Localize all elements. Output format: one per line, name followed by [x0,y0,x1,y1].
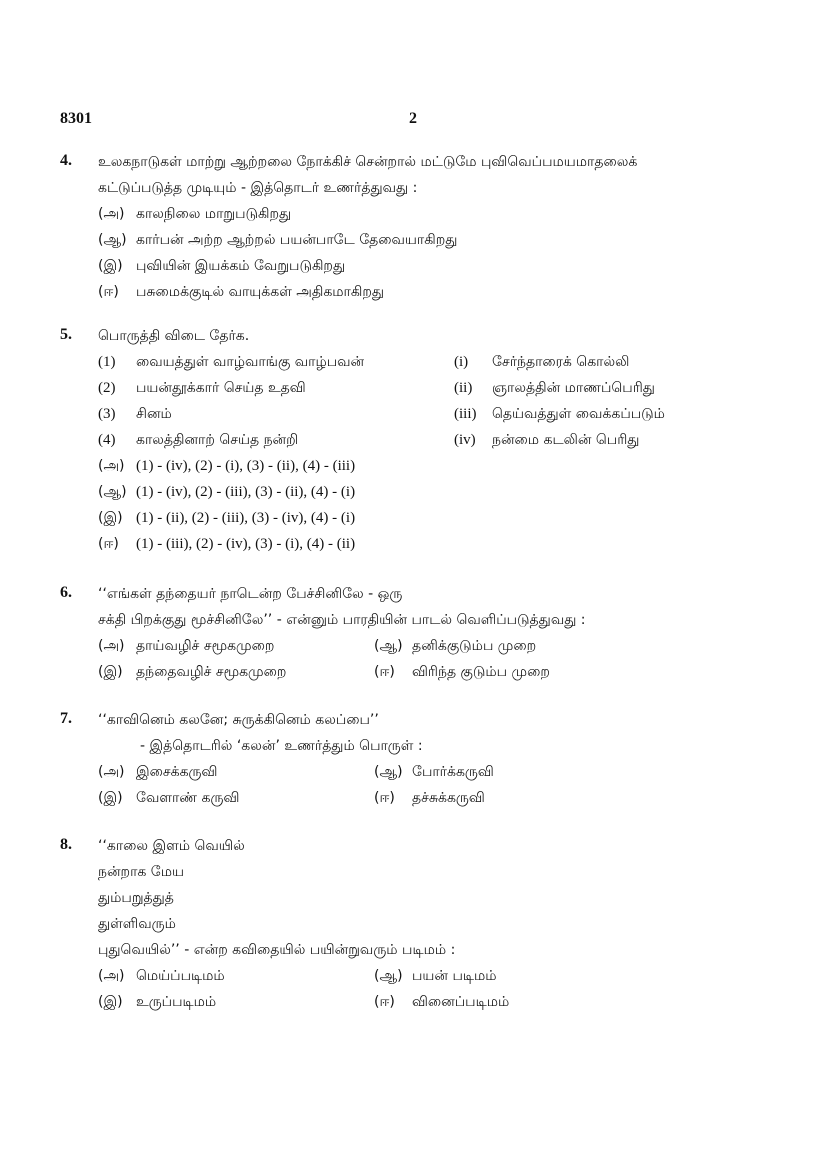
option-text: வேளாண் கருவி [136,790,240,806]
option-text: புவியின் இயக்கம் வேறுபடுகிறது [136,258,346,274]
option-b [374,636,536,656]
match-left-4 [98,430,298,450]
option-c [98,662,286,682]
option-text: (1) - (iv), (2) - (i), (3) - (ii), (4) - (iii) [136,458,356,474]
option-d [374,662,550,682]
match-number: (4) [98,432,116,448]
match-left-3 [98,404,172,424]
poem-line: துள்ளிவரும் [98,916,176,932]
question-stem: சக்தி பிறக்குது மூச்சினிலே’’ - என்னும் பாரதியின் பாடல் வெளிப்படுத்துவது : [98,612,586,628]
option-label: (ஈ) [374,664,395,680]
option-b [374,762,494,782]
option-text: காலநிலை மாறுபடுகிறது [136,206,292,222]
option-label: (இ) [98,510,123,526]
match-text: ஞாலத்தின் மாணப்பெரிது [492,380,655,396]
question-stem: புதுவெயில்’’ - என்ற கவிதையில் பயின்றுவரும் படிமம் : [98,942,456,958]
match-text: சேர்ந்தாரைக் கொல்லி [492,354,630,370]
question-stem: ‘‘காவினெம் கலனே; சுருக்கினெம் கலப்பை’’ [98,712,379,728]
poem-line: ‘‘காலை இளம் வெயில் [98,838,245,854]
page-number: 2 [409,110,417,127]
option-label: (ஈ) [98,536,119,552]
option-label: (ஆ) [374,764,403,780]
option-text: (1) - (iv), (2) - (iii), (3) - (ii), (4) - (i) [136,484,356,500]
match-number: (2) [98,380,116,396]
match-right-iv [454,430,639,450]
option-text: போர்க்கருவி [412,764,494,780]
match-text: சினம் [136,406,172,422]
option-c [98,788,239,808]
question-stem: ‘‘எங்கள் தந்தையர் நாடென்ற பேச்சினிலே - ஒரு [98,586,403,602]
match-number: (1) [98,354,116,370]
option-text: உருப்படிமம் [136,994,217,1010]
option-text: தனிக்குடும்ப முறை [412,638,537,654]
option-d [374,992,509,1012]
match-number: (3) [98,406,116,422]
option-text: கார்பன் அற்ற ஆற்றல் பயன்பாடே தேவையாகிறது [136,232,458,248]
question-stem: - இத்தொடரில் ‘கலன்’ உணர்த்தும் பொருள் : [140,738,423,754]
option-c [98,992,216,1012]
match-number: (i) [454,354,469,370]
option-label: (ஈ) [98,284,119,300]
match-text: நன்மை கடலின் பெரிது [492,432,640,448]
match-text: தெய்வத்துள் வைக்கப்படும் [492,406,665,422]
poem-line: தும்பறுத்துத் [98,890,174,906]
option-label: (ஆ) [98,232,127,248]
question-stem: கட்டுப்படுத்த முடியும் - இத்தொடர் உணர்த்துவது : [98,180,418,196]
option-label: (அ) [98,458,125,474]
option-text: தாய்வழிச் சமூகமுறை [136,638,275,654]
match-text: காலத்தினாற் செய்த நன்றி [136,432,299,448]
option-b [98,482,355,502]
option-label: (இ) [98,790,123,806]
option-d [374,788,485,808]
option-label: (ஆ) [98,484,127,500]
option-label: (ஆ) [374,638,403,654]
option-text: (1) - (iii), (2) - (iv), (3) - (i), (4) - (ii) [136,536,356,552]
option-text: தந்தைவழிச் சமூகமுறை [136,664,287,680]
option-a [98,456,355,476]
option-text: மெய்ப்படிமம் [136,968,225,984]
question-stem: உலகநாடுகள் மாற்று ஆற்றலை நோக்கிச் சென்றால் மட்டுமே புவிவெப்பமயமாதலைக் [98,154,638,170]
question-stem: பொருத்தி விடை தேர்க. [98,328,250,344]
match-right-iii [454,404,665,424]
match-text: பயன்தூக்கார் செய்த உதவி [136,380,306,396]
option-a [98,204,291,224]
option-label: (இ) [98,994,123,1010]
match-number: (ii) [454,380,473,396]
option-b [374,966,497,986]
poem-line: நன்றாக மேய [98,864,185,880]
option-c [98,508,355,528]
option-a [98,966,225,986]
match-right-ii [454,378,655,398]
option-label: (இ) [98,664,123,680]
match-right-i [454,352,629,372]
question-number: 4. [60,152,72,169]
option-label: (அ) [98,764,125,780]
option-c [98,256,345,276]
question-number: 5. [60,326,72,343]
option-label: (அ) [98,968,125,984]
option-text: விரிந்த குடும்ப முறை [412,664,550,680]
option-text: பயன் படிமம் [412,968,497,984]
option-a [98,762,217,782]
match-left-2 [98,378,306,398]
option-label: (அ) [98,206,125,222]
option-label: (ஈ) [374,790,395,806]
option-label: (ஈ) [374,994,395,1010]
option-text: பசுமைக்குடில் வாயுக்கள் அதிகமாகிறது [136,284,385,300]
option-label: (இ) [98,258,123,274]
option-d [98,534,355,554]
match-number: (iii) [454,406,477,422]
question-number: 6. [60,584,72,601]
paper-code: 8301 [60,110,92,127]
option-a [98,636,274,656]
option-text: தச்சுக்கருவி [412,790,485,806]
option-label: (அ) [98,638,125,654]
option-text: (1) - (ii), (2) - (iii), (3) - (iv), (4) - (i) [136,510,356,526]
option-label: (ஆ) [374,968,403,984]
question-number: 8. [60,836,72,853]
match-number: (iv) [454,432,476,448]
match-left-1 [98,352,364,372]
option-text: இசைக்கருவி [136,764,218,780]
question-number: 7. [60,710,72,727]
option-text: வினைப்படிமம் [412,994,510,1010]
option-b [98,230,457,250]
match-text: வையத்துள் வாழ்வாங்கு வாழ்பவன் [136,354,365,370]
option-d [98,282,384,302]
